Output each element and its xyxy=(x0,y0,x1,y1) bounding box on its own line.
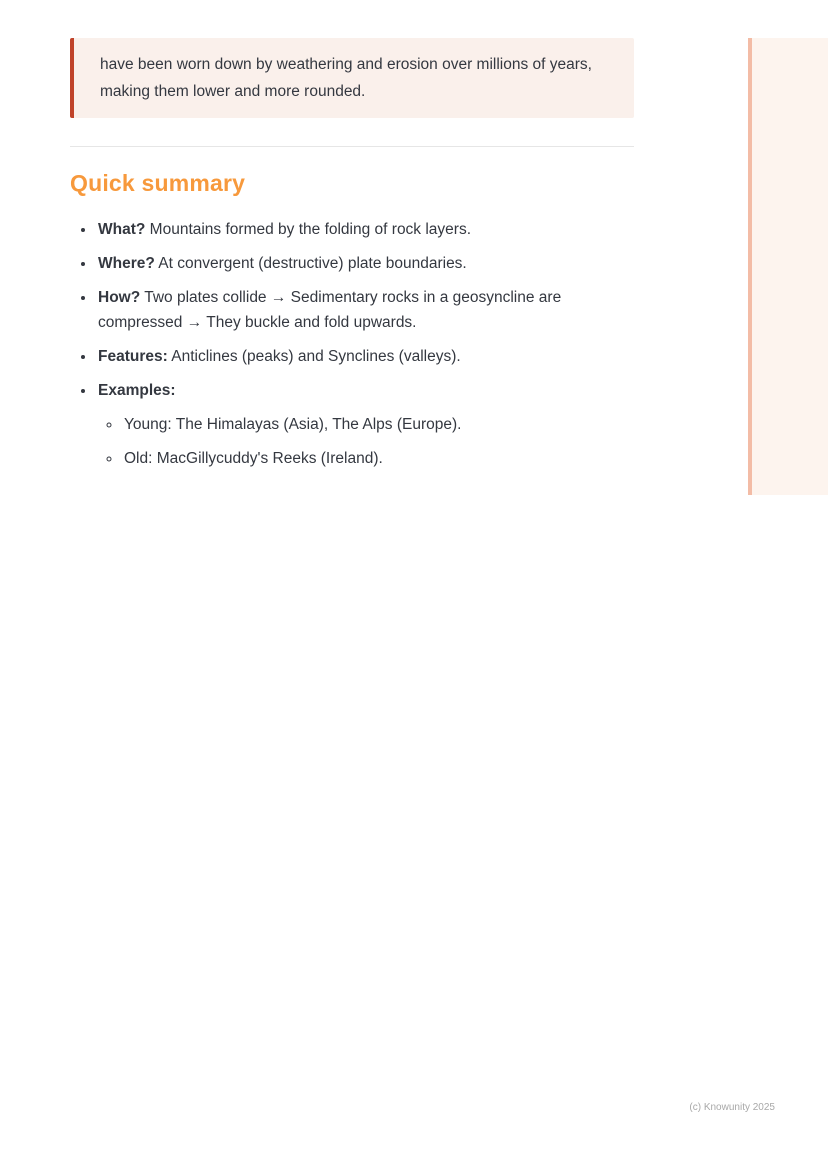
divider xyxy=(70,146,634,147)
list-item xyxy=(96,285,634,335)
adjacent-page-edge xyxy=(752,38,828,495)
list-item xyxy=(96,344,634,369)
sub-list-item: ◦ Young: The Himalayas (Asia), The Alps (Europe). xyxy=(122,412,634,437)
sub-list xyxy=(98,412,634,471)
adjacent-page-accent-line xyxy=(748,38,752,495)
list-item-label: What? xyxy=(98,221,146,238)
callout xyxy=(70,38,634,118)
list-item xyxy=(96,217,634,242)
callout-text: have been worn down by weathering and erosion over millions of years, making them lower and more rounded. xyxy=(100,56,592,100)
section-heading: Quick summary xyxy=(70,170,246,196)
sub-list-item: ◦ Old: MacGillycuddy's Reeks (Ireland). xyxy=(122,446,634,471)
list-item-text: Mountains formed by the folding of rock layers. xyxy=(145,221,472,238)
list-item xyxy=(96,378,634,471)
summary-list xyxy=(70,217,634,471)
list-item-label: How? xyxy=(98,289,141,306)
document-page xyxy=(70,38,634,480)
list-item xyxy=(96,251,634,276)
copyright-watermark: (c) Knowunity 2025 xyxy=(689,1102,775,1113)
list-item-text: Two plates collide → Sedimentary rocks in a geosyncline are compressed → They buckle and fold upwards. xyxy=(98,289,562,331)
list-item-label: Examples: xyxy=(98,382,176,399)
list-item-text: At convergent (destructive) plate boundaries. xyxy=(154,255,467,272)
list-item-text: Anticlines (peaks) and Synclines (valleys). xyxy=(167,348,461,365)
list-item-label: Where? xyxy=(98,255,155,272)
list-item-label: Features: xyxy=(98,348,168,365)
